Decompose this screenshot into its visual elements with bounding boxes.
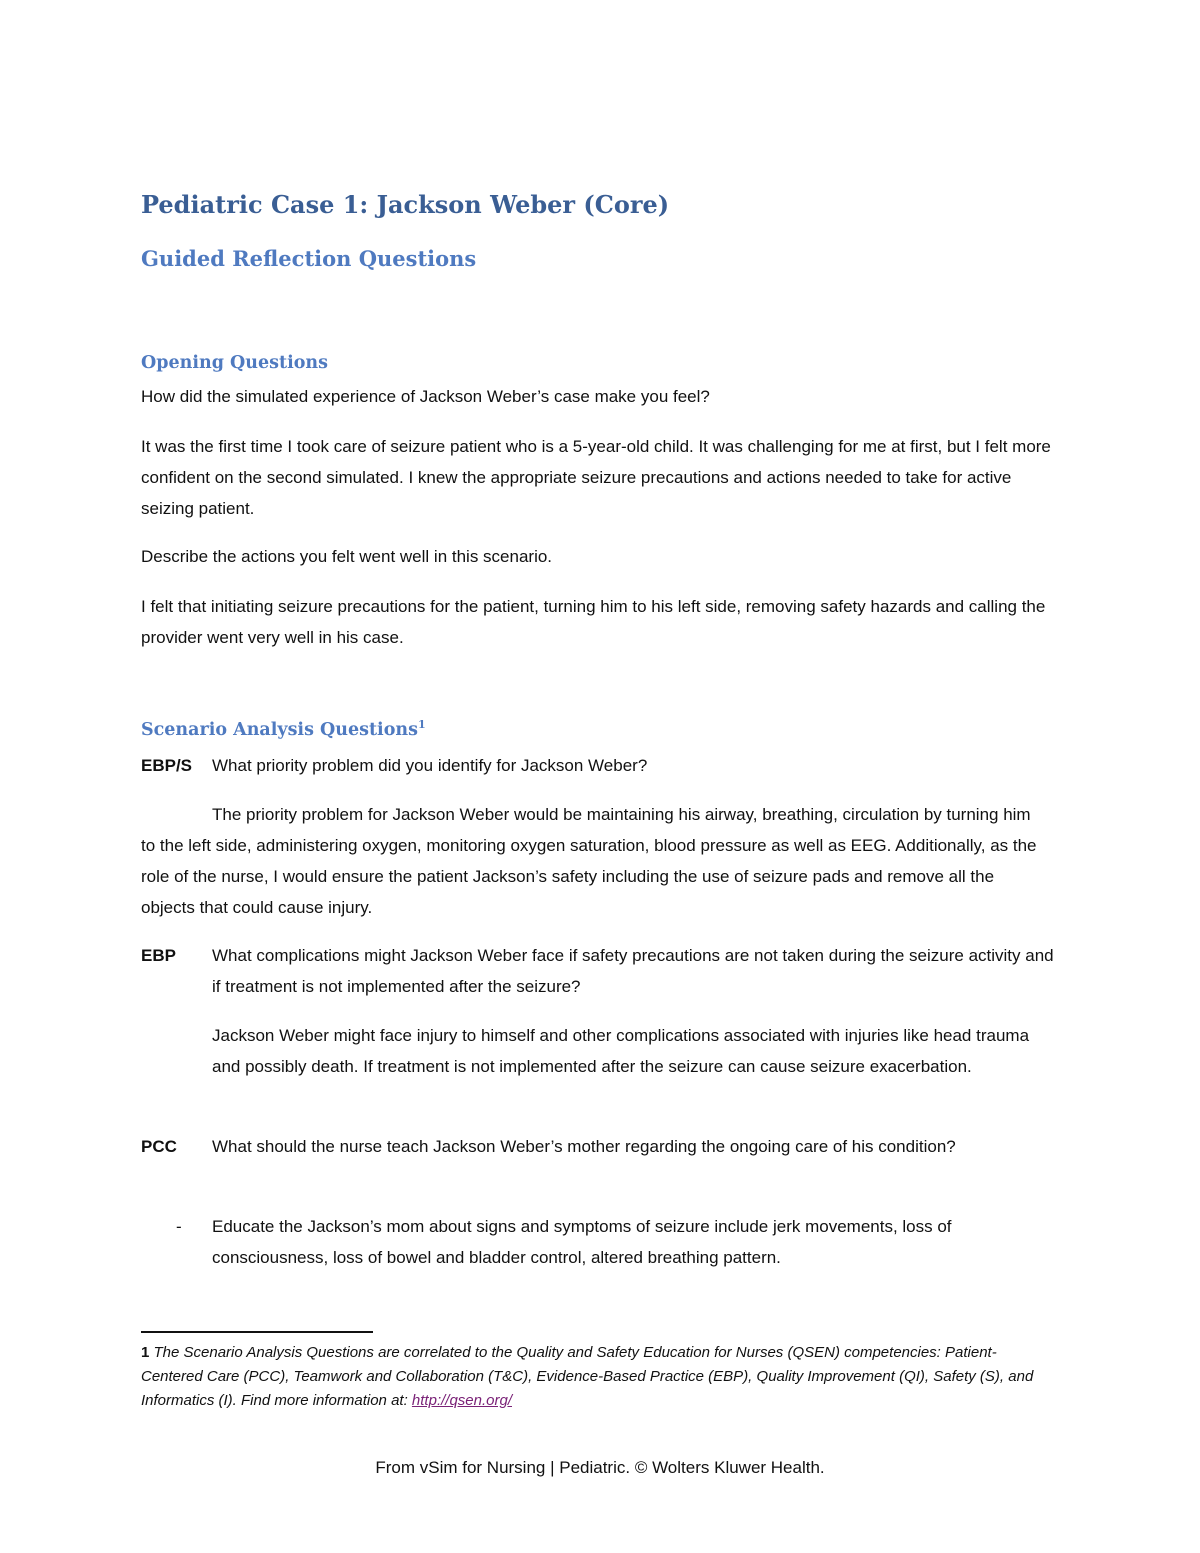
item-1-label: EBP/S [141, 756, 193, 775]
opening-question-1: How did the simulated experience of Jackson Weber’s case make you feel? [141, 387, 710, 406]
item-3-bullet-marker: - [176, 1217, 182, 1236]
qsen-link[interactable]: http://qsen.org/ [411, 1392, 512, 1409]
footnote-divider [141, 1331, 373, 1333]
item-2-question: What complications might Jackson Weber face if safety precautions are not taken during the seizure activity and if treatment is not implemented after the seizure? [212, 946, 1054, 996]
footnote-text: The Scenario Analysis Questions are correlated to the Quality and Safety Education for Nurses (QSEN) competencies: Patient-Centered Care (PCC), Teamwork and Collaboration (T&C), Evidence-Based Practice (EBP), Quality Improvement (QI), Safety (S), and Informatics (I). Find more information at: [141, 1344, 1034, 1409]
item-1-answer: The priority problem for Jackson Weber would be maintaining his airway, breathing, circulation by turning him to the left side, administering oxygen, monitoring oxygen saturation, blood pressure as well as EEG. Additionally, as the role of the nurse, I would ensure the patient Jackson’s safety including the use of seizure pads and remove all the objects that could cause injury. [141, 805, 1037, 917]
page-footer: From vSim for Nursing | Pediatric. © Wolters Kluwer Health. [375, 1458, 825, 1477]
item-3-bullet: Educate the Jackson’s mom about signs and symptoms of seizure include jerk movements, loss of consciousness, loss of bowel and bladder control, altered breathing pattern. [212, 1217, 952, 1267]
scenario-analysis-heading [141, 720, 426, 740]
page-title: Pediatric Case 1: Jackson Weber (Core) [141, 190, 670, 219]
footnote-reference: 1 [417, 718, 426, 732]
footnote [141, 1341, 1041, 1413]
item-2-answer: Jackson Weber might face injury to himself and other complications associated with injuries like head trauma and possibly death. If treatment is not implemented after the seizure can cause seizure exacerbation. [212, 1026, 1030, 1076]
opening-question-2: Describe the actions you felt went well in this scenario. [141, 547, 553, 566]
item-1-question: What priority problem did you identify for Jackson Weber? [212, 756, 648, 775]
scenario-heading-text: Scenario Analysis Questions [141, 720, 418, 740]
page-subtitle: Guided Reflection Questions [141, 246, 477, 271]
item-2-label: EBP [141, 946, 176, 965]
footnote-number: 1 [141, 1344, 150, 1361]
opening-answer-2: I felt that initiating seizure precautions for the patient, turning him to his left side, removing safety hazards and calling the provider went very well in his case. [141, 597, 1046, 647]
opening-questions-heading: Opening Questions [141, 353, 328, 373]
opening-answer-1: It was the first time I took care of seizure patient who is a 5-year-old child. It was challenging for me at first, but I felt more confident on the second simulated. I knew the appropriate seizure precautions and actions needed to take for active seizing patient. [141, 437, 1051, 518]
item-3-label: PCC [141, 1137, 177, 1156]
item-3-question: What should the nurse teach Jackson Weber’s mother regarding the ongoing care of his condition? [212, 1137, 956, 1156]
